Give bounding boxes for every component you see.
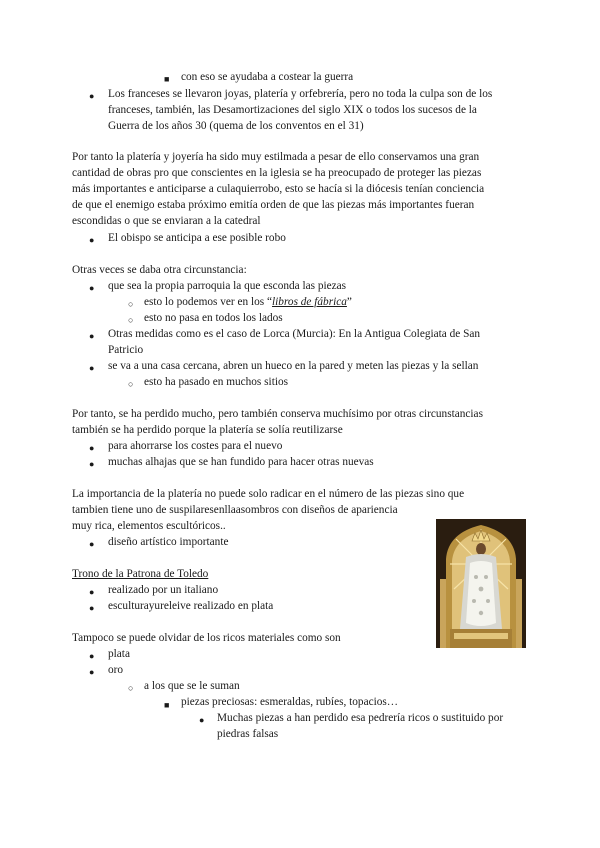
disc-bullet-icon: ● (89, 363, 95, 373)
paragraph: Por tanto la platería y joyería ha sido muy estilmada a pesar de ello conservamos una gran (72, 151, 480, 163)
disc-bullet-icon: ● (89, 283, 95, 293)
disc-bullet-icon: ● (89, 331, 95, 341)
paragraph: también se ha perdido porque la platería se solía reutilizarse (72, 424, 343, 436)
list-item: con eso se ayudaba a costear la guerra (181, 71, 354, 83)
list-item: muchas alhajas que se han fundido para hacer otras nuevas (108, 456, 374, 468)
list-item: esto ha pasado en muchos sitios (144, 376, 289, 388)
square-bullet-icon: ■ (164, 700, 170, 710)
disc-bullet-icon: ● (89, 459, 95, 469)
paragraph: de que el enemigo estaba próximo emitía orden de que las piezas más importantes fueran (72, 199, 475, 211)
list-item: para ahorrarse los costes para el nuevo (108, 440, 283, 452)
paragraph: muy rica, elementos escultóricos.. (72, 520, 226, 532)
disc-bullet-icon: ● (89, 235, 95, 245)
section-heading: Trono de la Patrona de Toledo (72, 568, 209, 580)
list-item: Otras medidas como es el caso de Lorca (Murcia): En la Antigua Colegiata de San (108, 328, 481, 340)
disc-bullet-icon: ● (89, 651, 95, 661)
paragraph: cantidad de obras pro que conscientes en la iglesia se ha preocupado de proteger las piezas (72, 167, 482, 179)
disc-bullet-icon: ● (89, 667, 95, 677)
disc-bullet-icon: ● (89, 443, 95, 453)
list-item (144, 295, 352, 311)
list-item: franceses, también, las Desamortizaciones del siglo XIX o todos los sucesos de la (108, 104, 477, 116)
list-item: a los que se le suman (144, 680, 240, 692)
list-item: El obispo se anticipa a ese posible robo (108, 232, 286, 244)
paragraph: Otras veces se daba otra circunstancia: (72, 264, 247, 276)
paragraph: más importantes e anticiparse a culaquierrobo, esto se hacía si la diócesis tenían conciencia (72, 183, 485, 195)
list-item: Los franceses se llevaron joyas, platería y orfebrería, pero no toda la culpa son de los (108, 88, 493, 100)
circle-bullet-icon: ○ (128, 299, 134, 309)
throne-photo (436, 519, 526, 648)
libros-de-fabrica-link[interactable]: libros de fábrica (272, 296, 347, 308)
list-item-text: ” (346, 296, 352, 308)
paragraph: Tampoco se puede olvidar de los ricos materiales como son (72, 632, 341, 644)
paragraph: Por tanto, se ha perdido mucho, pero también conserva muchísimo por otras circunstancias (72, 408, 483, 420)
throne-illustration-icon (436, 519, 526, 648)
list-item: esculturayureleive realizado en plata (108, 600, 274, 612)
list-item: diseño artístico importante (108, 536, 229, 548)
paragraph: escondidas o que se enviaran a la catedral (72, 215, 261, 227)
disc-bullet-icon: ● (89, 603, 95, 613)
list-item: oro (108, 664, 124, 676)
circle-bullet-icon: ○ (128, 379, 134, 389)
list-item: realizado por un italiano (108, 584, 219, 596)
paragraph: La importancia de la platería no puede solo radicar en el número de las piezas sino que (72, 488, 465, 500)
list-item: que sea la propia parroquia la que esconda las piezas (108, 280, 347, 292)
list-item: plata (108, 648, 130, 660)
disc-bullet-icon: ● (89, 587, 95, 597)
disc-bullet-icon: ● (89, 91, 95, 101)
list-item: Muchas piezas a han perdido esa pedrería ricos o sustituido por (217, 712, 504, 724)
list-item: Patricio (108, 344, 144, 356)
paragraph: tambien tiene uno de suspilaresenllaasombros con diseños de apariencia (72, 504, 398, 516)
list-item: piedras falsas (217, 728, 279, 740)
list-item: esto no pasa en todos los lados (144, 312, 283, 324)
list-item: se va a una casa cercana, abren un hueco en la pared y meten las piezas y la sellan (108, 360, 479, 372)
list-item-text: esto lo podemos ver en los “ (144, 296, 273, 308)
list-item: piezas preciosas: esmeraldas, rubíes, topacios… (181, 696, 399, 708)
square-bullet-icon: ■ (164, 74, 170, 84)
circle-bullet-icon: ○ (128, 315, 134, 325)
circle-bullet-icon: ○ (128, 683, 134, 693)
list-item: Guerra de los años 30 (quema de los conventos en el 31) (108, 120, 364, 132)
disc-bullet-icon: ● (199, 715, 205, 725)
disc-bullet-icon: ● (89, 539, 95, 549)
